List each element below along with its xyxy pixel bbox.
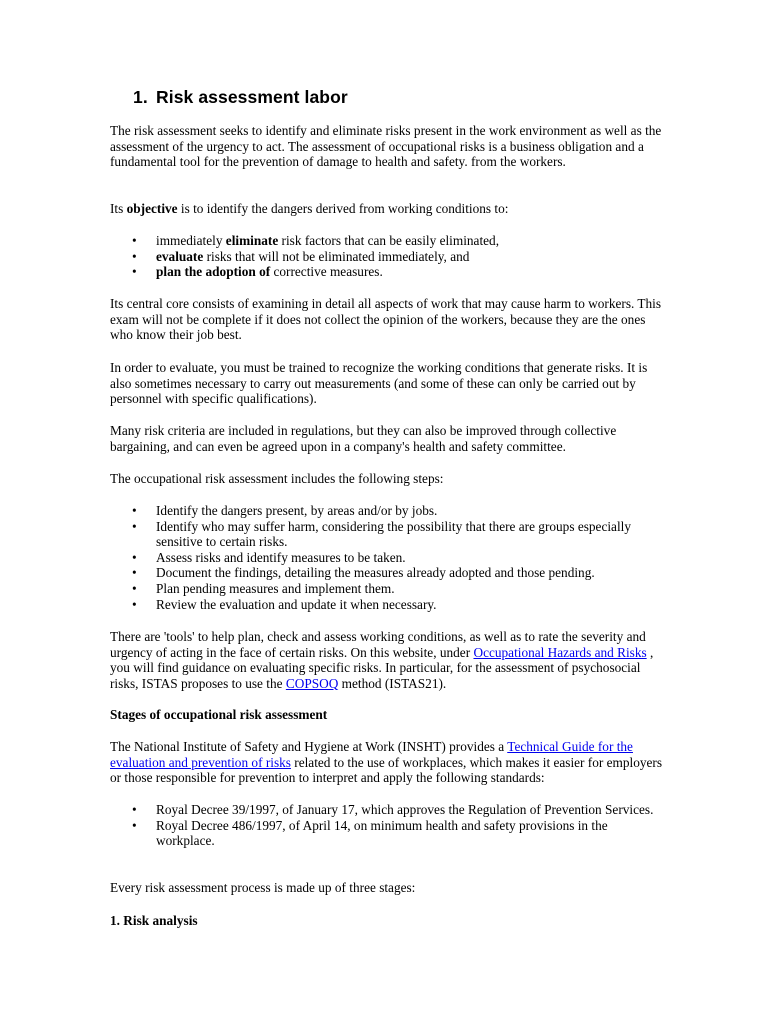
- list-item: [110, 264, 662, 280]
- bullet-icon: •: [132, 264, 137, 280]
- bullet-icon: •: [132, 565, 137, 581]
- insht-text-b: related to the use of workplaces, which makes it easier for employers or those responsible for prevention to interpret and apply the following standards:: [110, 754, 663, 786]
- list-item: [110, 818, 662, 849]
- bullet-icon: •: [132, 233, 137, 248]
- bullet-icon: •: [132, 518, 137, 534]
- decrees-list: [110, 802, 662, 849]
- training-paragraph: In order to evaluate, you must be trained to recognize the working conditions that generate risks. It is also sometimes necessary to carry out measurements (and some of these can only be carried out by personnel with specific qualifications).: [110, 360, 648, 407]
- stages-intro-paragraph: Every risk assessment process is made up of three stages:: [110, 880, 416, 895]
- bullet-icon: •: [132, 596, 137, 612]
- insht-text-a: The National Institute of Safety and Hygiene at Work (INSHT) provides a: [110, 739, 508, 754]
- list-item-text: Identify the dangers present, by areas and/or by jobs.: [156, 503, 438, 518]
- tools-text-b: , you will find guidance on evaluating specific risks. In particular, for the assessment of psychosocial risks, ISTAS proposes to use the: [110, 644, 654, 691]
- list-item: [110, 597, 662, 613]
- steps-list: [110, 503, 662, 612]
- stages-heading-text: Stages of occupational risk assessment: [110, 707, 328, 722]
- list-item-text: Plan pending measures and implement them.: [156, 580, 395, 596]
- tools-text-c: method (ISTAS21).: [338, 675, 447, 691]
- list-item: [110, 519, 662, 550]
- heading-title: Risk assessment labor: [156, 87, 348, 107]
- intro-paragraph: The risk assessment seeks to identify and eliminate risks present in the work environment as well as the assessment of the urgency to act. The assessment of occupational risks is a business obligation and a fundamental tool for the prevention of damage to health and safety. from the workers.: [110, 123, 662, 170]
- core-paragraph: Its central core consists of examining in detail all aspects of work that may cause harm to workers. This exam will not be complete if it does not collect the opinion of the workers, because they are the ones who know their job best.: [110, 296, 662, 343]
- bullet-icon: •: [132, 817, 137, 833]
- criteria-paragraph: Many risk criteria are included in regulations, but they can also be improved through collective bargaining, and can even be agreed upon in a company's health and safety committee.: [110, 423, 617, 454]
- list-item-text: Identify who may suffer harm, considering the possibility that there are groups especially sensitive to certain risks.: [156, 518, 631, 550]
- list-item-text: Royal Decree 486/1997, of April 14, on minimum health and safety provisions in the workplace.: [156, 817, 608, 849]
- objective-bold: objective: [126, 201, 178, 216]
- list-item: [110, 802, 662, 818]
- objective-paragraph: [110, 201, 662, 217]
- risk-analysis-heading-text: 1. Risk analysis: [110, 913, 198, 928]
- list-item-text: Review the evaluation and update it when necessary.: [156, 596, 437, 612]
- list-item-text: risks that will not be eliminated immediately, and: [203, 248, 470, 264]
- list-item-bold: evaluate: [156, 248, 204, 264]
- list-item: [110, 550, 662, 566]
- list-item: [110, 249, 662, 265]
- objective-post: is to identify the dangers derived from working conditions to:: [177, 201, 509, 216]
- bullet-icon: •: [132, 503, 137, 518]
- list-item: [110, 233, 662, 249]
- bullet-icon: •: [132, 802, 137, 817]
- bullet-icon: •: [132, 248, 137, 264]
- list-item: [110, 503, 662, 519]
- page-title: [133, 86, 348, 108]
- bullet-icon: •: [132, 580, 137, 596]
- objective-pre: Its: [110, 201, 127, 216]
- list-item-text: Document the findings, detailing the measures already adopted and those pending.: [156, 565, 595, 581]
- list-item-text: Assess risks and identify measures to be taken.: [156, 549, 406, 565]
- insht-paragraph: [110, 739, 662, 786]
- list-item: [110, 581, 662, 597]
- risk-analysis-heading: [110, 913, 662, 929]
- bullet-icon: •: [132, 549, 137, 565]
- occupational-hazards-link[interactable]: Occupational Hazards and Risks: [473, 644, 647, 660]
- stages-heading: [110, 707, 662, 723]
- list-item-text: Royal Decree 39/1997, of January 17, which approves the Regulation of Prevention Services.: [156, 802, 654, 817]
- list-item-bold: plan the adoption of: [156, 264, 271, 280]
- objective-list: [110, 233, 662, 280]
- list-item-bold: eliminate: [225, 233, 279, 248]
- technical-guide-link[interactable]: Technical Guide for the evaluation and prevention of risks: [110, 739, 633, 770]
- list-item-text: immediately: [156, 233, 226, 248]
- copsoq-link[interactable]: COPSOQ: [285, 675, 339, 691]
- list-item: [110, 565, 662, 581]
- list-item-text: risk factors that can be easily eliminated,: [278, 233, 500, 248]
- tools-paragraph: [110, 629, 662, 691]
- steps-intro-paragraph: The occupational risk assessment includes the following steps:: [110, 471, 444, 486]
- tools-text-a: There are 'tools' to help plan, check and assess working conditions, as well as to rate the severity and urgency of acting in the face of certain risks. On this website, under: [110, 629, 646, 660]
- heading-number: 1.: [133, 87, 148, 107]
- list-item-text: corrective measures.: [270, 264, 383, 280]
